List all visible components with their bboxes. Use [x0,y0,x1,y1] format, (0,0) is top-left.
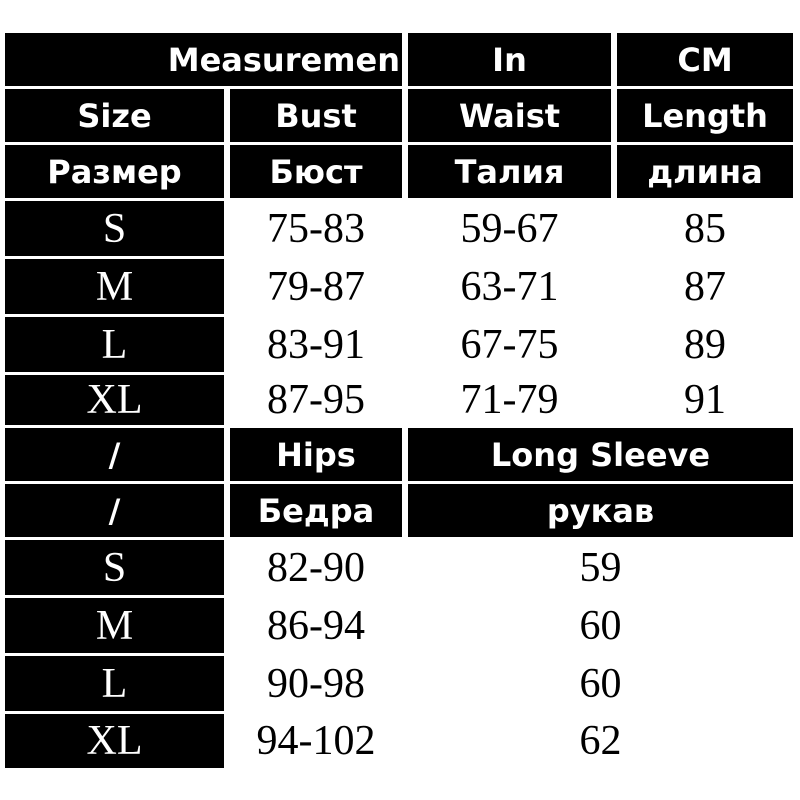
header2-sleeve: Long Sleeve [408,428,793,481]
table1-length-s: 85 [617,201,793,256]
table1-bust-xl: 87-95 [230,375,402,425]
table1-waist-l: 67-75 [408,317,611,372]
table1-bust-l: 83-91 [230,317,402,372]
table2-size-s: S [5,540,224,595]
header-waist-ru: Талия [408,145,611,198]
table1-bust-m: 79-87 [230,259,402,314]
header-bust-ru: Бюст [230,145,402,198]
table2-sleeve-l: 60 [408,656,793,711]
table2-hips-m: 86-94 [230,598,402,653]
table1-waist-m: 63-71 [408,259,611,314]
header-bust: Bust [230,89,402,142]
table1-waist-xl: 71-79 [408,375,611,425]
header-size: Size [5,89,224,142]
header-in: In [408,33,611,86]
table1-waist-s: 59-67 [408,201,611,256]
header-waist: Waist [408,89,611,142]
header-cm: CM [617,33,793,86]
header2-hips: Hips [230,428,402,481]
table2-size-xl: XL [5,714,224,768]
table1-length-xl: 91 [617,375,793,425]
table2-size-l: L [5,656,224,711]
table1-length-m: 87 [617,259,793,314]
header-size-ru: Размер [5,145,224,198]
table1-size-l: L [5,317,224,372]
table1-length-l: 89 [617,317,793,372]
header-measurement: Measuremen [5,33,402,86]
table2-hips-s: 82-90 [230,540,402,595]
header2-sleeve-ru: рукав [408,484,793,537]
table2-sleeve-m: 60 [408,598,793,653]
table1-size-m: M [5,259,224,314]
table1-size-s: S [5,201,224,256]
header2-slash-ru: / [5,484,224,537]
table2-sleeve-s: 59 [408,540,793,595]
table2-hips-xl: 94-102 [230,714,402,768]
table1-bust-s: 75-83 [230,201,402,256]
header2-slash: / [5,428,224,481]
header2-hips-ru: Бедра [230,484,402,537]
table1-size-xl: XL [5,375,224,425]
table2-hips-l: 90-98 [230,656,402,711]
header-length: Length [617,89,793,142]
table2-sleeve-xl: 62 [408,714,793,768]
table2-size-m: M [5,598,224,653]
header-length-ru: длина [617,145,793,198]
